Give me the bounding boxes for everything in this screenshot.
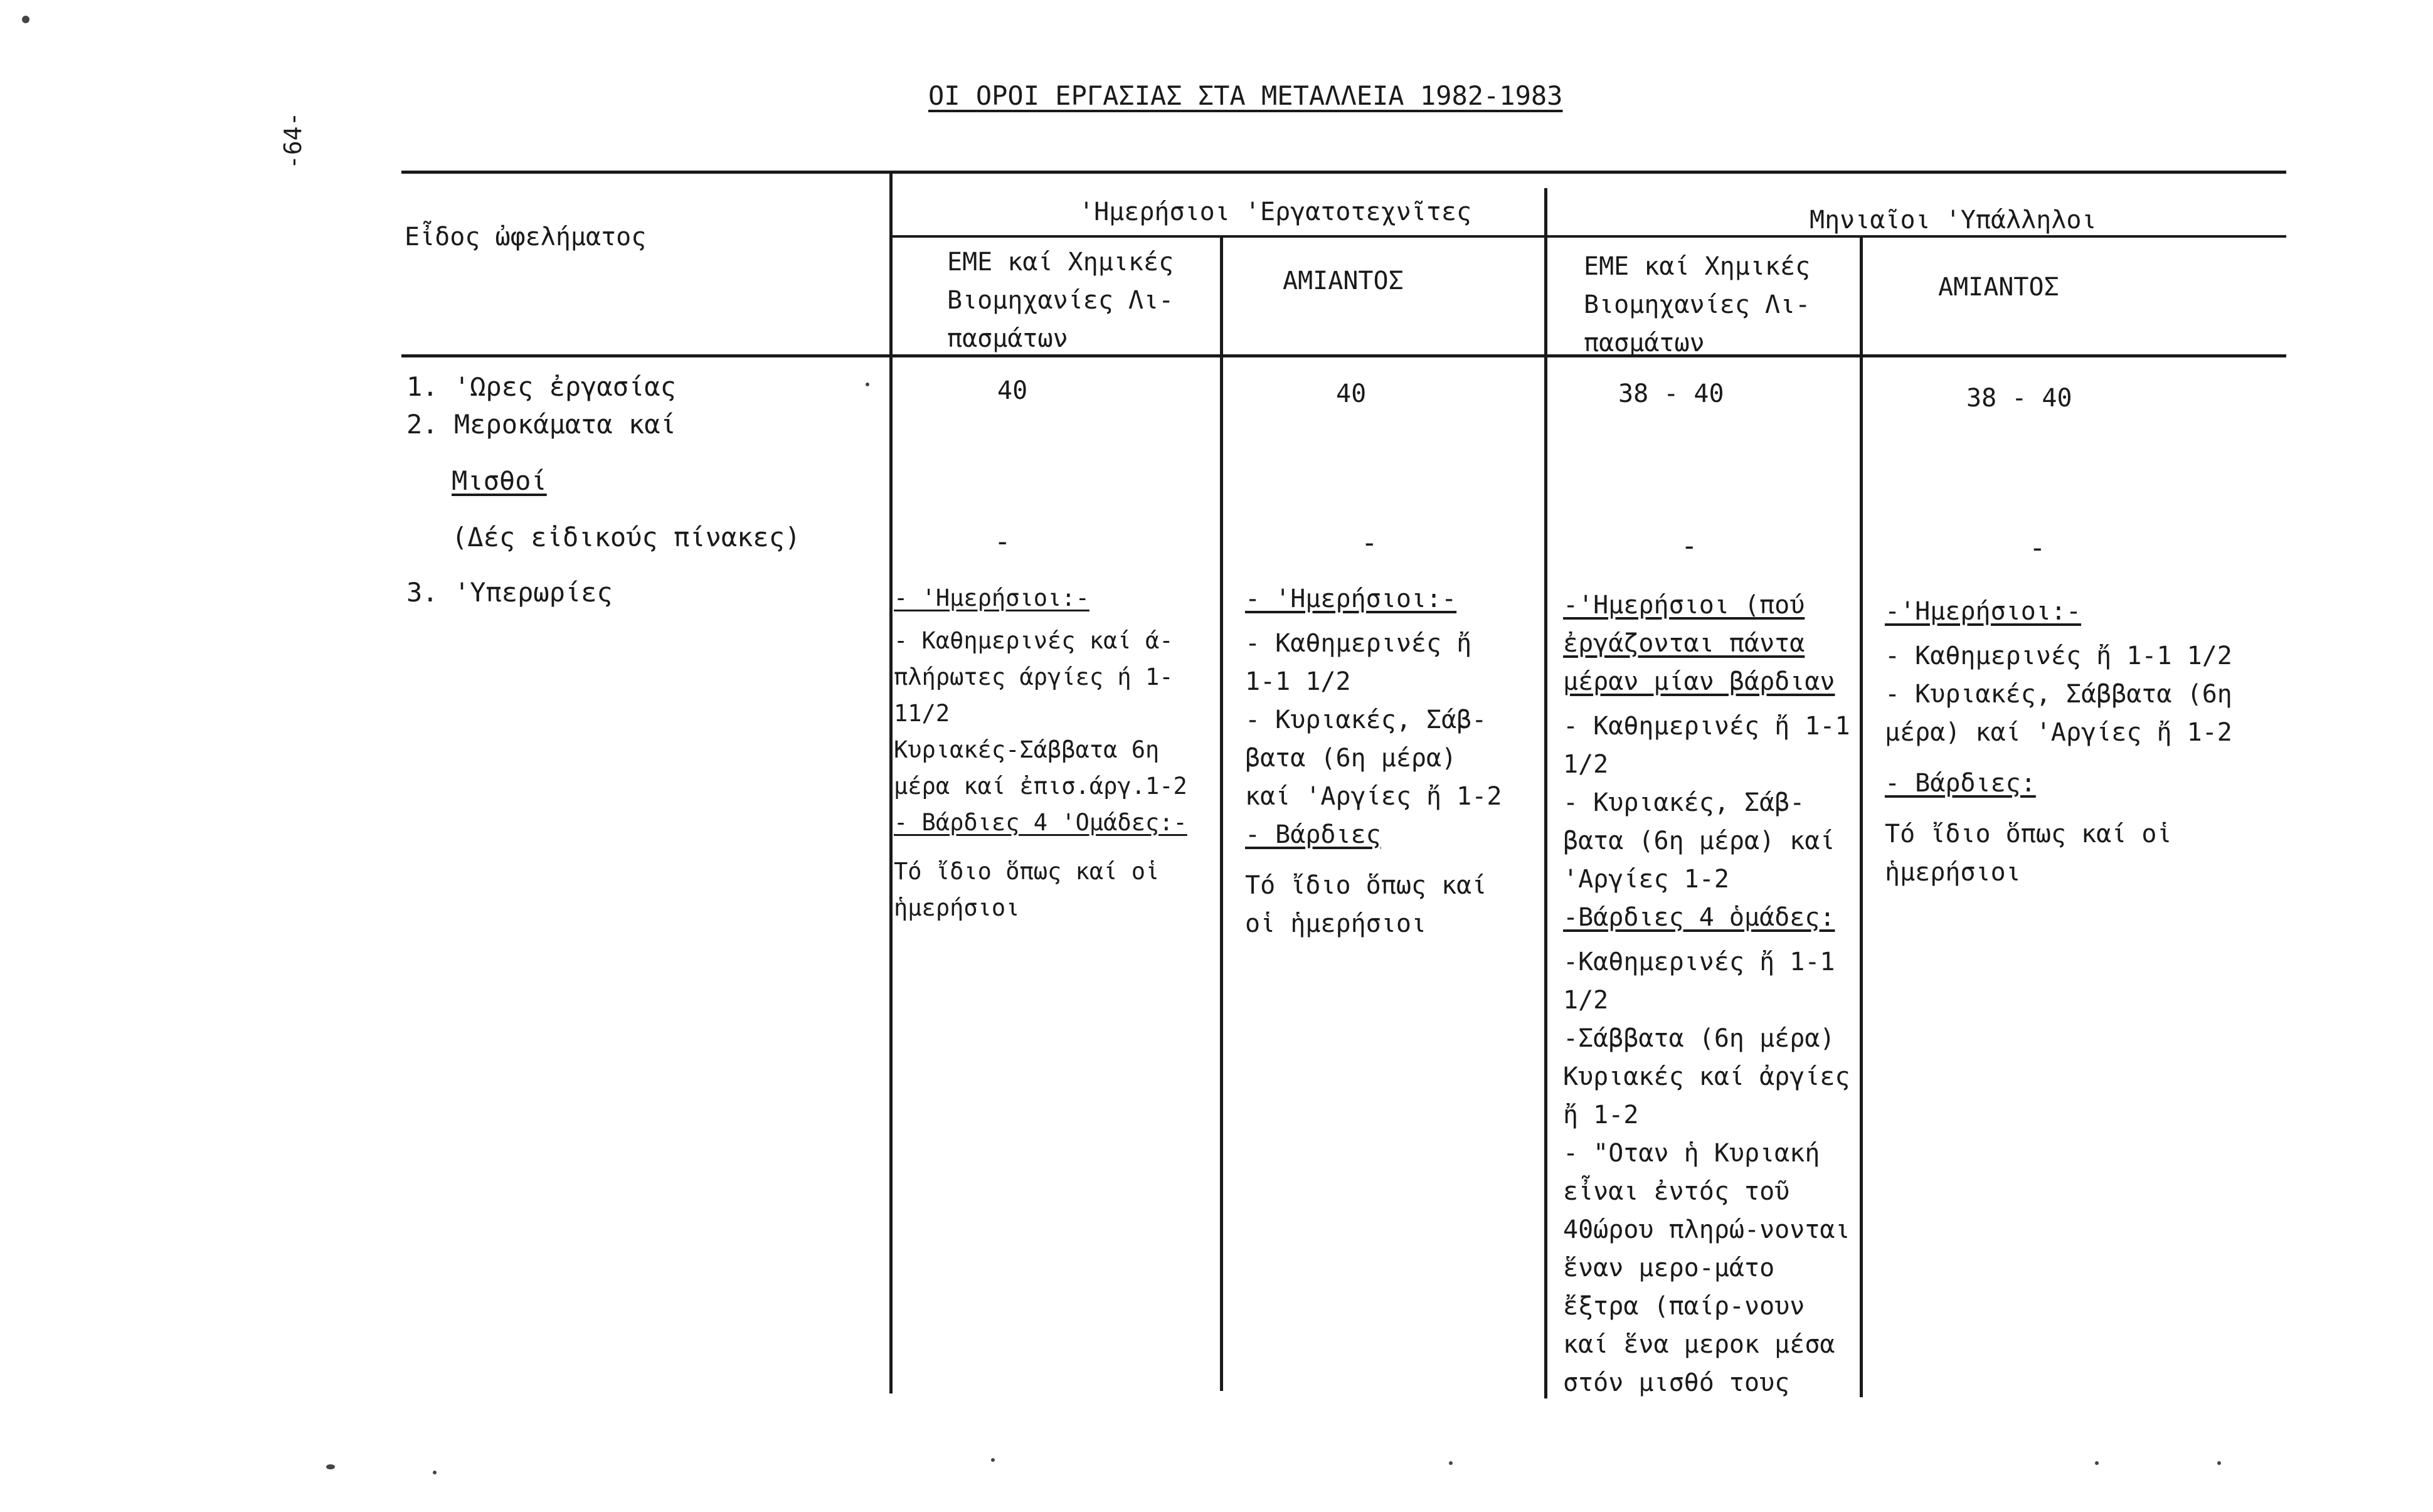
overtime-c2-sundays: - Κυριακές, Σάβ-βατα (6η μέρα) καί 'Αργίες ἤ 1-2 — [1245, 706, 1502, 811]
header-benefit-type: Εἶδος ὠφελήματος — [405, 223, 647, 251]
scan-speck — [2095, 1461, 2099, 1465]
row-label-work-hours: 1. 'Ωρες ἐργασίας — [406, 371, 676, 402]
hours-eme-clerks: 38 - 40 — [1618, 379, 1724, 408]
col-divider-4 — [1860, 237, 1863, 1397]
overtime-c2-same: Τό ἴδιο ὅπως καί οἱ ἡμερήσιοι — [1245, 871, 1487, 938]
overtime-c1-shifts: - Βάρδιες 4 'Ομάδες:- — [894, 809, 1187, 836]
scan-speck — [2217, 1461, 2221, 1465]
row-label-see-tables: (Δές εἰδικούς πίνακες) — [452, 522, 801, 552]
scan-speck — [991, 1458, 995, 1462]
overtime-c4-head: -'Ημερήσιοι:- — [1885, 597, 2082, 626]
scan-speck — [866, 383, 869, 386]
hours-asbestos-workers: 40 — [1336, 379, 1367, 408]
overtime-c3-weekdays: - Καθημερινές ἤ 1-1 1/2 — [1563, 712, 1850, 779]
wages-asbestos-clerks: - — [2029, 532, 2046, 564]
col-divider-3 — [1544, 188, 1547, 1398]
subheader-asbestos-workers: ΑΜΙΑΝΤΟΣ — [1283, 267, 1404, 295]
overtime-c3-shift-weekdays: -Καθημερινές ἤ 1-1 1/2 — [1563, 948, 1835, 1015]
overtime-eme-clerks — [1563, 586, 1853, 1402]
subheader-eme-chemicals-workers: ΕΜΕ καί Χημικές Βιομηχανίες Λι-πασμάτων — [947, 248, 1174, 353]
overtime-c2-head: - 'Ημερήσιοι:- — [1245, 584, 1457, 613]
row-label-wages: 2. Μεροκάματα καί — [406, 409, 676, 440]
overtime-c1-head: - 'Ημερήσιοι:- — [894, 584, 1089, 611]
wages-asbestos-workers: - — [1361, 527, 1378, 559]
overtime-c4-same: Τό ἴδιο ὅπως καί οἱ ἡμερήσιοι — [1885, 820, 2172, 887]
overtime-c2-shifts: - Βάρδιες — [1245, 820, 1381, 849]
subheader-eme-chemicals-clerks: ΕΜΕ καί Χημικές Βιομηχανίες Λι-πασμάτων — [1584, 252, 1811, 357]
subheader-asbestos-clerks: ΑΜΙΑΝΤΟΣ — [1938, 273, 2059, 302]
scan-speck — [22, 16, 29, 23]
table-header-bottom-rule — [401, 354, 2286, 357]
overtime-eme-workers — [894, 580, 1217, 926]
overtime-c1-weekdays: - Καθημερινές καί ά-πλήρωτες άργίες ή 1- 11/2 — [894, 627, 1174, 727]
row-label-overtime: 3. 'Υπερωρίες — [406, 577, 613, 608]
wages-eme-clerks: - — [1681, 530, 1698, 562]
table-group-rule — [891, 235, 2286, 238]
document-title: ΟΙ ΟΡΟΙ ΕΡΓΑΣΙΑΣ ΣΤΑ ΜΕΤΑΛΛΕΙΑ 1982-1983 — [928, 80, 1563, 111]
overtime-c3-shift-weekends: -Σάββατα (6η μέρα) Κυριακές καί ἀργίες ἤ 1-2 — [1563, 1024, 1850, 1129]
overtime-c4-sundays: - Κυριακές, Σάββατα (6η μέρα) καί 'Αργίες ἤ 1-2 — [1885, 680, 2232, 747]
overtime-c2-weekdays: - Καθημερινές ἤ 1-1 1/2 — [1245, 629, 1472, 696]
overtime-asbestos-clerks — [1885, 593, 2236, 892]
hours-asbestos-clerks: 38 - 40 — [1966, 384, 2072, 413]
overtime-c3-sunday-note: - "Οταν ἡ Κυριακή εἶναι ἐντός τοῦ 40ώρου πληρώ-νονται ἕναν μερο-μάτο ἔξτρα (παίρ-νουν καί ἕνα μεροκ μέσα στόν μισθό τους — [1563, 1139, 1850, 1397]
overtime-asbestos-workers — [1245, 580, 1508, 943]
overtime-c4-weekdays: - Καθημερινές ἤ 1-1 1/2 — [1885, 642, 2232, 670]
scan-speck — [1449, 1461, 1453, 1465]
wages-eme-workers: - — [994, 526, 1011, 558]
col-divider-1 — [889, 171, 893, 1393]
hours-eme-workers: 40 — [997, 376, 1028, 405]
overtime-c4-shifts: - Βάρδιες: — [1885, 769, 2036, 798]
header-daily-workers: 'Ημερήσιοι 'Εργατοτεχνῖτες — [1079, 198, 1472, 226]
overtime-c1-sundays: Κυριακές-Σάββατα 6η μέρα καί ἐπισ.άργ.1-2 — [894, 736, 1187, 800]
overtime-c3-sundays: - Κυριακές, Σάβ-βατα (6η μέρα) καί 'Αργίες 1-2 — [1563, 788, 1835, 894]
overtime-c3-shifts: -Βάρδιες 4 ὁμάδες: — [1563, 903, 1835, 932]
overtime-c3-head: -'Ημερήσιοι (πού ἐργάζονται πάντα μέραν μίαν βάρδιαν — [1563, 591, 1835, 696]
col-divider-2 — [1220, 237, 1223, 1391]
page-number: -64- — [279, 112, 307, 169]
header-monthly-clerks: Μηνιαῖοι 'Υπάλληλοι — [1810, 206, 2097, 235]
scan-speck — [326, 1464, 335, 1469]
scan-speck — [433, 1471, 437, 1474]
overtime-c1-same: Τό ἴδιο ὅπως καί οἱ ἡμερήσιοι — [894, 858, 1160, 921]
row-label-salaries: Μισθοί — [452, 465, 547, 496]
table-top-rule — [401, 171, 2286, 174]
